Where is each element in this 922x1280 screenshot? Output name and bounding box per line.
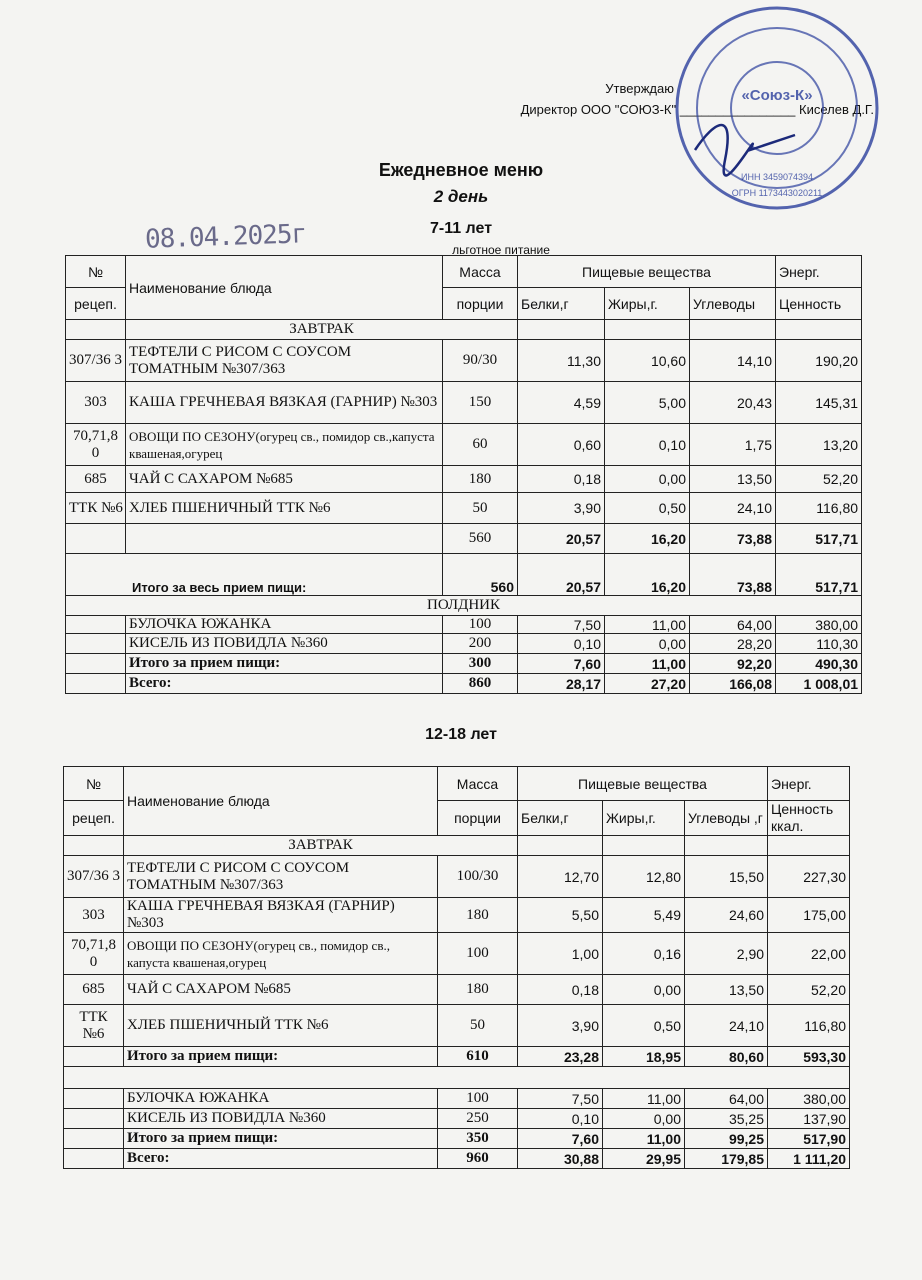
col-protein: Белки,г [518, 288, 605, 320]
col-carbs: Углеводы [690, 288, 776, 320]
col-fat: Жиры,г. [603, 801, 685, 836]
col-recipe: рецеп. [64, 801, 124, 836]
col-recipe: рецеп. [66, 288, 126, 320]
menu-table-12-18 [63, 766, 850, 1169]
snack-total-row: Итого за прием пищи: 350 7,60 11,00 99,25 517,90 [64, 1129, 850, 1149]
col-dish: Наименование блюда [124, 767, 438, 836]
col-dish: Наименование блюда [126, 256, 443, 320]
col-recipe-no: № [66, 256, 126, 288]
table-row: КИСЕЛЬ ИЗ ПОВИДЛА №360 200 0,10 0,00 28,20 110,30 [66, 634, 862, 654]
col-mass: Масса [443, 256, 518, 288]
col-nutrients: Пищевые вещества [518, 767, 768, 801]
table-row: БУЛОЧКА ЮЖАНКА 100 7,50 11,00 64,00 380,00 [66, 616, 862, 634]
director-title: Директор ООО "СОЮЗ-К" [520, 102, 677, 117]
company-stamp [655, 0, 895, 215]
table-row: 70,71,8 0 ОВОЩИ ПО СЕЗОНУ(огурец св., помидор св., капуста квашеная,огурец 100 1,00 0,16 2,90 22,00 [64, 933, 850, 975]
signature-line: ________________ [679, 102, 796, 117]
stamp-ogrn: ОГРН 1173443020211 [731, 188, 823, 198]
spacer-row [64, 1067, 850, 1089]
table-row: 685 ЧАЙ С САХАРОМ №685 180 0,18 0,00 13,50 52,20 [64, 975, 850, 1005]
breakfast-total-row: Итого за прием пищи: 610 23,28 18,95 80,60 593,30 [64, 1047, 850, 1067]
table-row: 70,71,8 0 ОВОЩИ ПО СЕЗОНУ(огурец св., помидор св.,капуста квашеная,огурец 60 0,60 0,10 1,75 13,20 [66, 424, 862, 466]
table-row: 303 КАША ГРЕЧНЕВАЯ ВЯЗКАЯ (ГАРНИР) №303 150 4,59 5,00 20,43 145,31 [66, 382, 862, 424]
approved-label: Утверждаю [605, 81, 674, 96]
col-recipe-no: № [64, 767, 124, 801]
page-title: Ежедневное меню [378, 160, 544, 180]
col-value: Ценность [776, 288, 862, 320]
table-row: ТТК №6 ХЛЕБ ПШЕНИЧНЫЙ ТТК №6 50 3,90 0,50 24,10 116,80 [64, 1005, 850, 1047]
col-energy: Энерг. [768, 767, 850, 801]
table-row: 307/36 3 ТЕФТЕЛИ С РИСОМ С СОУСОМ ТОМАТНЫМ №307/363 100/30 12,70 12,80 15,50 227,30 [64, 856, 850, 898]
age-group-1: 7-11 лет [429, 220, 493, 237]
section-snack: ПОЛДНИК [66, 596, 862, 616]
handwritten-date: 08.04.2025г [144, 219, 307, 255]
col-portion: порции [443, 288, 518, 320]
section-breakfast: ЗАВТРАК [126, 320, 518, 340]
menu-table-7-11 [65, 255, 862, 694]
table-row: БУЛОЧКА ЮЖАНКА 100 7,50 11,00 64,00 380,00 [64, 1089, 850, 1109]
table-row: ТТК №6 ХЛЕБ ПШЕНИЧНЫЙ ТТК №6 50 3,90 0,50 24,10 116,80 [66, 493, 862, 524]
table-row: КИСЕЛЬ ИЗ ПОВИДЛА №360 250 0,10 0,00 35,25 137,90 [64, 1109, 850, 1129]
stamp-center-text: «Союз-К» [741, 87, 813, 104]
subsidy-note: льготное питание [452, 243, 550, 257]
col-carbs: Углеводы ,г [685, 801, 768, 836]
col-energy: Энерг. [776, 256, 862, 288]
table-row: 303 КАША ГРЕЧНЕВАЯ ВЯЗКАЯ (ГАРНИР) №303 180 5,50 5,49 24,60 175,00 [64, 898, 850, 933]
grand-total-row: Всего: 860 28,17 27,20 166,08 1 008,01 [66, 674, 862, 694]
grand-total-row: Всего: 960 30,88 29,95 179,85 1 111,20 [64, 1149, 850, 1169]
table-row: 685 ЧАЙ С САХАРОМ №685 180 0,18 0,00 13,50 52,20 [66, 466, 862, 493]
meal-total-row: Итого за весь прием пищи: 560 20,57 16,20 73,88 517,71 [66, 554, 862, 596]
col-value: Ценность ккал. [768, 801, 850, 836]
col-fat: Жиры,г. [605, 288, 690, 320]
snack-total-row: Итого за прием пищи: 300 7,60 11,00 92,20 490,30 [66, 654, 862, 674]
col-nutrients: Пищевые вещества [518, 256, 776, 288]
director-name: Киселев Д.Г. [799, 102, 874, 117]
section-breakfast: ЗАВТРАК [124, 836, 518, 856]
col-protein: Белки,г [518, 801, 603, 836]
stamp-inn: ИНН 3459074394 [740, 172, 814, 182]
breakfast-total-row: 560 20,57 16,20 73,88 517,71 [66, 524, 862, 554]
table-row: 307/36 3 ТЕФТЕЛИ С РИСОМ С СОУСОМ ТОМАТНЫМ №307/363 90/30 11,30 10,60 14,10 190,20 [66, 340, 862, 382]
col-portion: порции [438, 801, 518, 836]
day-label: 2 день [433, 187, 489, 206]
col-mass: Масса [438, 767, 518, 801]
age-group-2: 12-18 лет [425, 726, 497, 743]
